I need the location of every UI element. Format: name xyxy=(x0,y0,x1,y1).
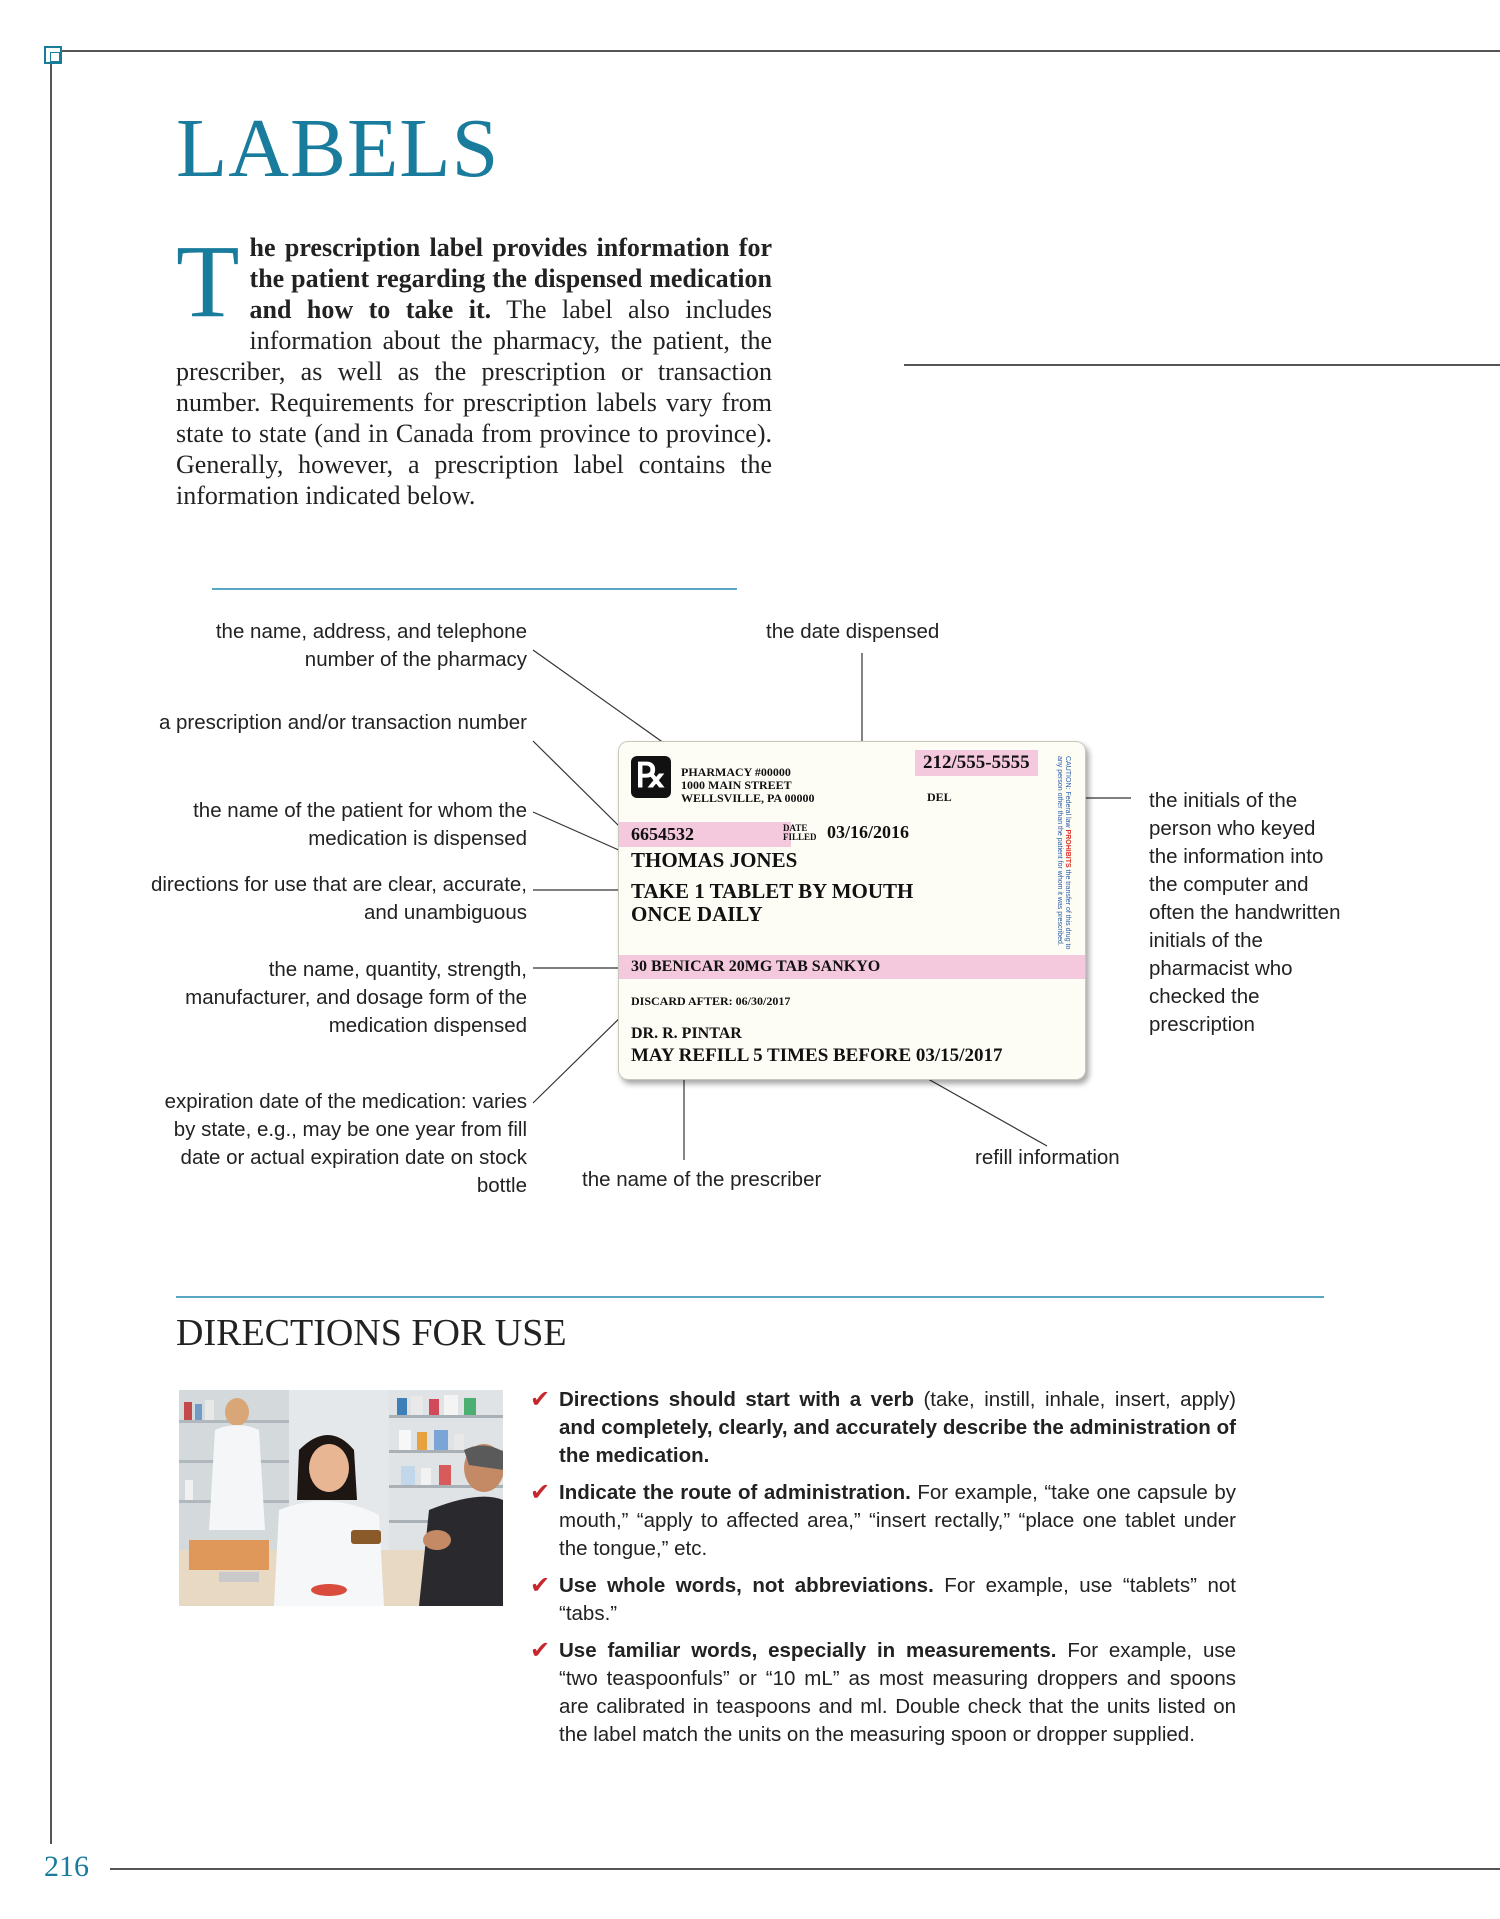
callout-patient: the name of the patient for whom the medication is dispensed xyxy=(193,799,527,850)
intro-lead: he prescription label provides information for the patient regarding the dispensed medication and how to take it. xyxy=(249,233,772,324)
callout-date-dispensed: the date dispensed xyxy=(766,620,940,643)
checkmark-icon: ✔ xyxy=(530,1572,551,1599)
caution-emphasis: PROHIBITS xyxy=(1064,829,1071,868)
callout-initials: the initials of the person who keyed the information into the computer and often the handwritten initials of the pharmacist who checked the prescription xyxy=(1149,789,1341,1036)
refill-info: MAY REFILL 5 TIMES BEFORE 03/15/2017 xyxy=(631,1045,1003,1066)
pharmacist-and-customer-illustration xyxy=(179,1390,503,1606)
keyed-initials: DEL xyxy=(927,790,952,804)
prescriber-name: DR. R. PINTAR xyxy=(631,1025,742,1042)
caution-prefix: CAUTION: Federal law xyxy=(1064,756,1071,828)
callout-pharmacy: the name, address, and telephone number of the pharmacy xyxy=(215,620,527,671)
bullet-bold-2: and completely, clearly, and accurately describe the administration of the medication. xyxy=(559,1416,1236,1467)
leader-patient xyxy=(533,812,630,855)
section-title: DIRECTIONS FOR USE xyxy=(176,1312,567,1354)
rx-icon: ℞ xyxy=(631,756,671,798)
pharmacy-block xyxy=(681,766,814,805)
callout-rx-number: a prescription and/or transaction number xyxy=(158,711,527,734)
caution-suffix: the transfer of this drug to any person other than the patient for whom it was prescribed. xyxy=(1056,756,1071,950)
divider-directions xyxy=(176,1296,1324,1298)
caution-text xyxy=(1055,756,1071,956)
patient-name: THOMAS JONES xyxy=(631,848,798,872)
pharmacy-photo xyxy=(179,1390,503,1606)
callout-directions: directions for use that are clear, accurate, and unambiguous xyxy=(150,873,527,924)
page-frame-bottom xyxy=(110,1868,1500,1870)
checkmark-icon: ✔ xyxy=(530,1637,551,1664)
callout-medication: the name, quantity, strength, manufacturer, and dosage form of the medication dispensed xyxy=(185,958,527,1037)
pharmacy-phone: 212/555-5555 xyxy=(915,750,1038,776)
checkmark-icon: ✔ xyxy=(530,1479,551,1506)
bullet-text: For example, “take one capsule by mouth,” “apply to affected area,” “insert rectally,” “place one tablet under the tongue,” etc. xyxy=(559,1481,1236,1560)
checkmark-icon: ✔ xyxy=(530,1386,551,1413)
drop-cap: T xyxy=(176,224,240,339)
divider-right xyxy=(904,364,1500,366)
callout-refill: refill information xyxy=(975,1146,1120,1169)
leader-rxnum xyxy=(533,741,621,828)
page-number: 216 xyxy=(44,1850,89,1883)
discard-date: DISCARD AFTER: 06/30/2017 xyxy=(631,994,791,1008)
date-filled: 03/16/2016 xyxy=(827,822,910,842)
bullet-bold: Use whole words, not abbreviations. xyxy=(559,1574,934,1597)
date-filled-label xyxy=(783,824,817,842)
pharmacy-street: 1000 MAIN STREET xyxy=(681,778,792,792)
callout-prescriber: the name of the prescriber xyxy=(582,1168,822,1191)
prescription-label xyxy=(618,741,1086,1080)
page-title: LABELS xyxy=(176,102,500,195)
bullet-bold: Indicate the route of administration. xyxy=(559,1481,911,1504)
callout-expiration: expiration date of the medication: varies by state, e.g., may be one year from fill date or actual expiration date on stock bottle xyxy=(164,1090,527,1197)
directions-bullet xyxy=(530,1386,1236,1470)
bullet-text: For example, use “two teaspoonfuls” or “10 mL” as most measuring droppers and spoons are calibrated in teaspoons and ml. Double check that the units listed on the label match the units on the measuring spoon or dropper supplied. xyxy=(559,1639,1236,1746)
bullet-text: For example, use “tablets” not “tabs.” xyxy=(559,1574,1236,1625)
bullet-text: (take, instill, inhale, insert, apply) xyxy=(913,1388,1236,1411)
pharmacy-city: WELLSVILLE, PA 00000 xyxy=(681,791,815,805)
directions-list xyxy=(530,1386,1236,1758)
bullet-bold: Use familiar words, especially in measurements. xyxy=(559,1639,1057,1662)
directions-line-1: TAKE 1 TABLET BY MOUTH xyxy=(631,879,914,903)
divider-intro xyxy=(212,588,737,590)
date-filled-label-1: DATE xyxy=(783,823,808,833)
medication-line: 30 BENICAR 20MG TAB SANKYO xyxy=(619,955,1085,979)
corner-mark-inner-icon xyxy=(50,52,60,62)
intro-body: The label also includes information about the pharmacy, the patient, the prescriber, as well as the prescription or transaction number. Requirements for prescription labels vary from state to state (and in Canada from province to province). Generally, however, a prescription label contains the information indicated below. xyxy=(176,295,772,510)
date-filled-label-2: FILLED xyxy=(783,832,817,842)
directions-bullet xyxy=(530,1572,1236,1628)
page-frame-left xyxy=(50,50,52,1844)
pharmacy-name: PHARMACY #00000 xyxy=(681,765,791,779)
intro-text xyxy=(176,224,772,511)
directions-line-2: ONCE DAILY xyxy=(631,902,763,926)
rx-number: 6654532 xyxy=(619,822,791,847)
page-frame-top xyxy=(50,50,1500,52)
directions-bullet xyxy=(530,1637,1236,1749)
directions-bullet xyxy=(530,1479,1236,1563)
bullet-bold: Directions should start with a verb xyxy=(559,1388,914,1411)
